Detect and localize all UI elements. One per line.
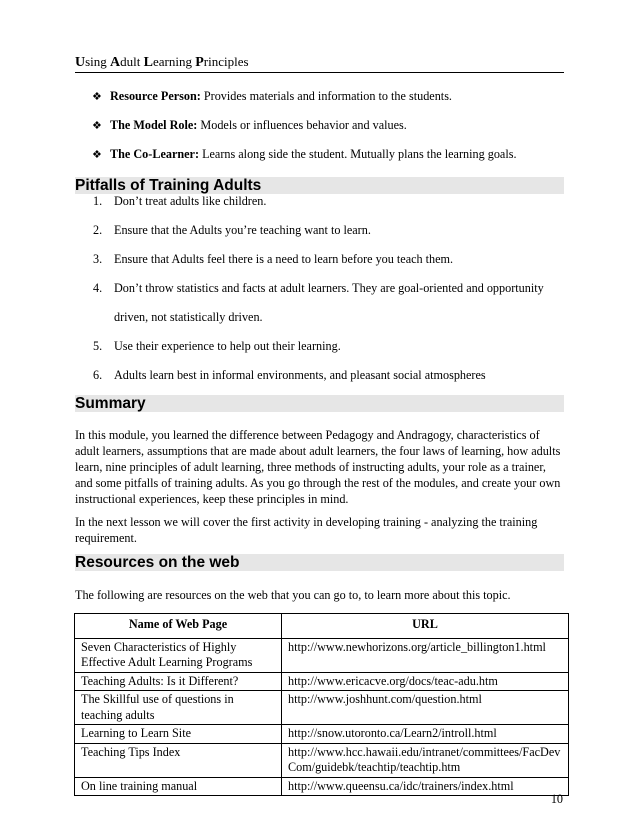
web-page-url[interactable]: http://www.joshhunt.com/question.html <box>282 691 569 725</box>
header-initial: L <box>143 55 153 70</box>
list-number: 1. <box>93 194 103 208</box>
role-description: Models or influences behavior and values. <box>197 118 407 132</box>
list-item <box>93 367 563 384</box>
web-page-url[interactable]: http://www.ericacve.org/docs/teac-adu.htm <box>282 672 569 691</box>
table-row <box>75 672 569 691</box>
web-page-url[interactable]: http://snow.utoronto.ca/Learn2/introll.html <box>282 725 569 744</box>
web-page-url[interactable]: http://www.newhorizons.org/article_billington1.html <box>282 638 569 672</box>
diamond-bullet-icon: ❖ <box>92 120 102 132</box>
header-initial: A <box>110 55 121 70</box>
web-page-name: Teaching Adults: Is it Different? <box>75 672 282 691</box>
resources-table <box>74 613 569 796</box>
pitfalls-list <box>93 193 563 396</box>
list-item <box>93 338 563 355</box>
list-number: 3. <box>93 252 103 266</box>
table-row <box>75 743 569 777</box>
list-item <box>93 222 563 239</box>
pitfalls-heading: Pitfalls of Training Adults <box>75 177 564 194</box>
web-page-name: Seven Characteristics of Highly Effective Adult Learning Programs <box>75 638 282 672</box>
list-item-text: Don’t treat adults like children. <box>114 194 267 208</box>
running-header-title <box>75 54 249 71</box>
header-word: earning <box>153 54 196 69</box>
role-term: The Co-Learner: <box>110 147 200 161</box>
list-number: 6. <box>93 368 103 382</box>
list-item <box>93 251 563 268</box>
running-header <box>75 52 564 73</box>
header-word: sing <box>85 54 111 69</box>
list-number: 2. <box>93 223 103 237</box>
table-header-row <box>75 614 569 639</box>
table-row <box>75 725 569 744</box>
web-page-name: The Skillful use of questions in teaching adults <box>75 691 282 725</box>
column-header-url: URL <box>282 614 569 639</box>
list-item-text: Adults learn best in informal environments, and pleasant social atmospheres <box>114 368 486 382</box>
list-item <box>93 280 563 326</box>
web-page-url[interactable]: http://www.queensu.ca/idc/trainers/index.html <box>282 777 569 796</box>
web-page-url[interactable]: http://www.hcc.hawaii.edu/intranet/committees/FacDevCom/guidebk/teachtip/teachtip.htm <box>282 743 569 777</box>
web-page-name: Learning to Learn Site <box>75 725 282 744</box>
header-word: rinciples <box>203 54 249 69</box>
list-item-text: Ensure that the Adults you’re teaching want to learn. <box>114 223 371 237</box>
list-item-text: Ensure that Adults feel there is a need to learn before you teach them. <box>114 252 454 266</box>
column-header-name: Name of Web Page <box>75 614 282 639</box>
role-term: Resource Person: <box>110 89 201 103</box>
role-item <box>92 88 572 117</box>
list-item <box>93 193 563 210</box>
table-row <box>75 691 569 725</box>
role-item <box>92 146 572 175</box>
list-number: 5. <box>93 339 103 353</box>
list-item-text: Use their experience to help out their learning. <box>114 339 341 353</box>
role-term: The Model Role: <box>110 118 198 132</box>
table-row <box>75 638 569 672</box>
page-number: 10 <box>550 792 563 806</box>
web-page-name: Teaching Tips Index <box>75 743 282 777</box>
list-number: 4. <box>93 281 103 295</box>
role-description: Provides materials and information to the students. <box>200 89 452 103</box>
roles-list <box>92 88 572 175</box>
header-initial: P <box>195 55 204 70</box>
resources-heading: Resources on the web <box>75 554 564 571</box>
diamond-bullet-icon: ❖ <box>92 91 102 103</box>
role-item <box>92 117 572 146</box>
summary-heading: Summary <box>75 395 564 412</box>
header-word: dult <box>120 54 144 69</box>
web-page-name: On line training manual <box>75 777 282 796</box>
summary-next-lesson: In the next lesson we will cover the first activity in developing training - analyzing the training requirement. <box>75 515 538 545</box>
header-initial: U <box>75 55 86 70</box>
list-item-text-continued: driven, not statistically driven. <box>114 310 263 324</box>
diamond-bullet-icon: ❖ <box>92 149 102 161</box>
list-item-text: Don’t throw statistics and facts at adult learners. They are goal-oriented and opportunity <box>114 281 544 295</box>
role-description: Learns along side the student. Mutually plans the learning goals. <box>199 147 517 161</box>
table-row <box>75 777 569 796</box>
summary-paragraph: In this module, you learned the difference between Pedagogy and Andragogy, characteristics of adult learners, assumptions that are made about adult learners, the four laws of learning, how adults learn, nine principles of adult learning, three methods of instructing adults, your role as a trainer, and some pitfalls of training adults. As you go through the rest of the modules, and create your own instructional experiences, keep these principles in mind. <box>75 428 561 506</box>
resources-intro: The following are resources on the web that you can go to, to learn more about this topic. <box>75 588 511 602</box>
